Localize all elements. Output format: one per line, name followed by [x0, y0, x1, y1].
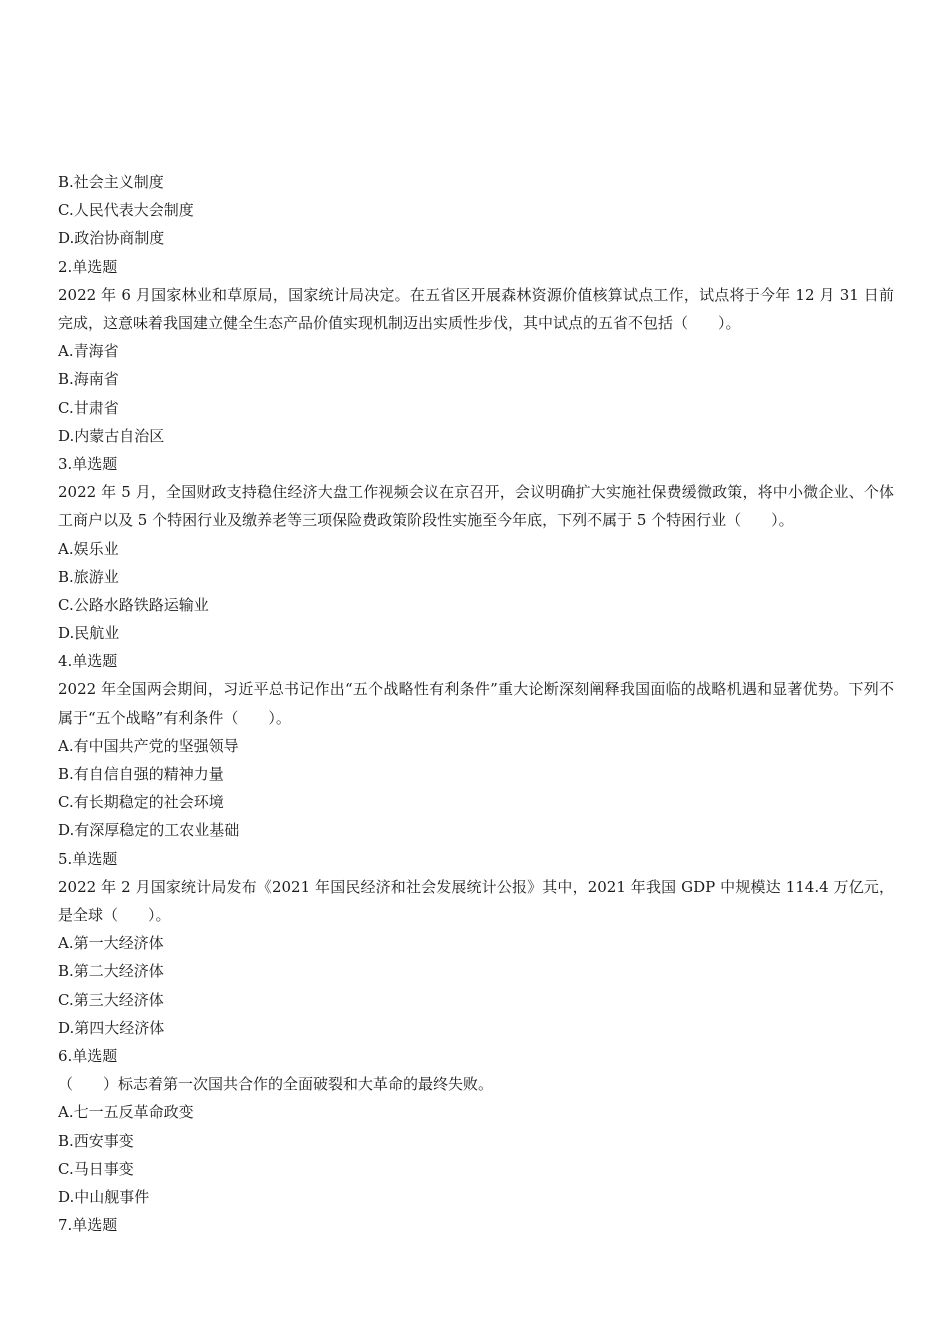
answer-option: C.马日事变: [58, 1159, 134, 1178]
answer-option: D.内蒙古自治区: [58, 426, 165, 445]
answer-option: C.第三大经济体: [58, 990, 164, 1009]
answer-option: A.七一五反革命政变: [58, 1103, 194, 1122]
question-stem: 2022 年 6 月国家林业和草原局，国家统计局决定。在五省区开展森林资源价值核算试点工作，试点将于今年 12 月 31 日前完成，这意味着我国建立健全生态产品价值实现机制迈出实质性步伐，其中试点的五省不包括（ ）。: [58, 285, 894, 332]
question-stem: 2022 年 5 月，全国财政支持稳住经济大盘工作视频会议在京召开，会议明确扩大实施社保费缓微政策，将中小微企业、个体工商户以及 5 个特困行业及缴养老等三项保险费政策阶段性实施至今年底，下列不属于 5 个特困行业（ ）。: [58, 483, 894, 530]
answer-option: B.海南省: [58, 370, 119, 389]
answer-option: D.政治协商制度: [58, 229, 165, 248]
answer-option: C.人民代表大会制度: [58, 201, 194, 220]
answer-option: C.甘肃省: [58, 398, 119, 417]
answer-option: A.有中国共产党的坚强领导: [58, 736, 239, 755]
question-type-label: 5.单选题: [58, 849, 118, 868]
question-type-label: 7.单选题: [58, 1216, 118, 1235]
answer-option: D.有深厚稳定的工农业基础: [58, 821, 240, 840]
answer-option: C.有长期稳定的社会环境: [58, 793, 224, 812]
answer-option: B.有自信自强的精神力量: [58, 765, 224, 784]
question-type-label: 4.单选题: [58, 652, 118, 671]
question-type-label: 3.单选题: [58, 454, 118, 473]
answer-option: B.社会主义制度: [58, 173, 164, 191]
document-page: [58, 168, 894, 1239]
answer-option: D.中山舰事件: [58, 1187, 150, 1206]
answer-option: C.公路水路铁路运输业: [58, 595, 209, 614]
answer-option: A.青海省: [58, 342, 119, 361]
question-stem: 2022 年全国两会期间，习近平总书记作出“五个战略性有利条件”重大论断深刻阐释我国面临的战略机遇和显著优势。下列不属于“五个战略”有利条件（ ）。: [58, 680, 894, 727]
question-stem: 2022 年 2 月国家统计局发布《2021 年国民经济和社会发展统计公报》其中，2021 年我国 GDP 中规模达 114.4 万亿元，是全球（ ）。: [58, 877, 894, 924]
answer-option: B.西安事变: [58, 1131, 134, 1150]
answer-option: B.第二大经济体: [58, 962, 164, 981]
question-stem: （ ）标志着第一次国共合作的全面破裂和大革命的最终失败。: [58, 1075, 494, 1094]
answer-option: A.第一大经济体: [58, 934, 164, 953]
question-type-label: 6.单选题: [58, 1046, 118, 1065]
answer-option: D.民航业: [58, 624, 120, 643]
answer-option: B.旅游业: [58, 567, 119, 586]
answer-option: A.娱乐业: [58, 539, 119, 558]
answer-option: D.第四大经济体: [58, 1018, 165, 1037]
question-type-label: 2.单选题: [58, 257, 118, 276]
